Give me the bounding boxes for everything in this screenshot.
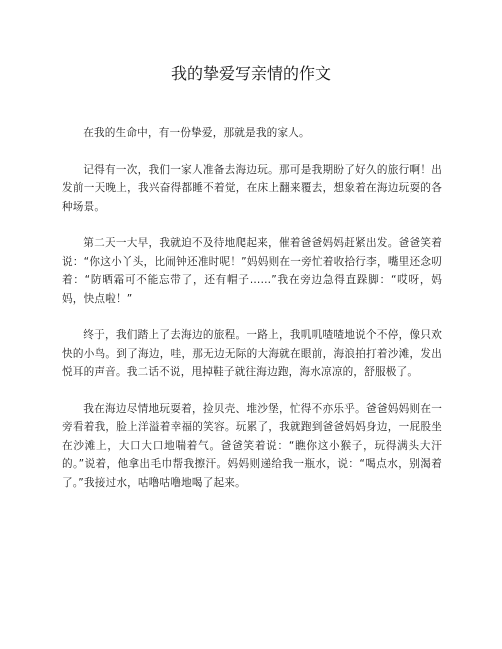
paragraph: 记得有一次，我们一家人准备去海边玩。那可是我期盼了好久的旅行啊！出发前一天晚上，我兴奋得都睡不着觉，在床上翻来覆去，想象着在海边玩耍的各种场景。: [62, 163, 442, 213]
paragraph: 第二天一大早，我就迫不及待地爬起来，催着爸爸妈妈赶紧出发。爸爸笑着说：“你这小丫头，比闹钟还准时呢！”妈妈则在一旁忙着收拾行李，嘴里还念叨着：“防晒霜可不能忘带了，还有帽子……”我在旁边急得直跺脚：“哎呀，妈妈，快点啦！”: [62, 237, 442, 305]
document-body: [62, 124, 442, 510]
paragraph: 终于，我们踏上了去海边的旅程。一路上，我叽叽喳喳地说个不停，像只欢快的小鸟。到了海边，哇，那无边无际的大海就在眼前，海浪拍打着沙滩，发出悦耳的声音。我二话不说，甩掉鞋子就往海边跑，海水凉凉的，舒服极了。: [62, 329, 442, 378]
paragraph: 我在海边尽情地玩耍着，捡贝壳、堆沙堡，忙得不亦乐乎。爸爸妈妈则在一旁看着我，脸上洋溢着幸福的笑容。玩累了，我就跑到爸爸妈妈身边，一屁股坐在沙滩上，大口大口地喘着气。爸爸笑着说：“瞧你这小猴子，玩得满头大汗的。”说着，他拿出毛巾帮我擦汗。妈妈则递给我一瓶水，说：“喝点水，别渴着了。”我接过水，咕噜咕噜地喝了起来。: [62, 402, 442, 489]
document-title: 我的挚爱写亲情的作文: [170, 64, 331, 83]
paragraph: 在我的生命中，有一份挚爱，那就是我的家人。: [83, 127, 310, 139]
